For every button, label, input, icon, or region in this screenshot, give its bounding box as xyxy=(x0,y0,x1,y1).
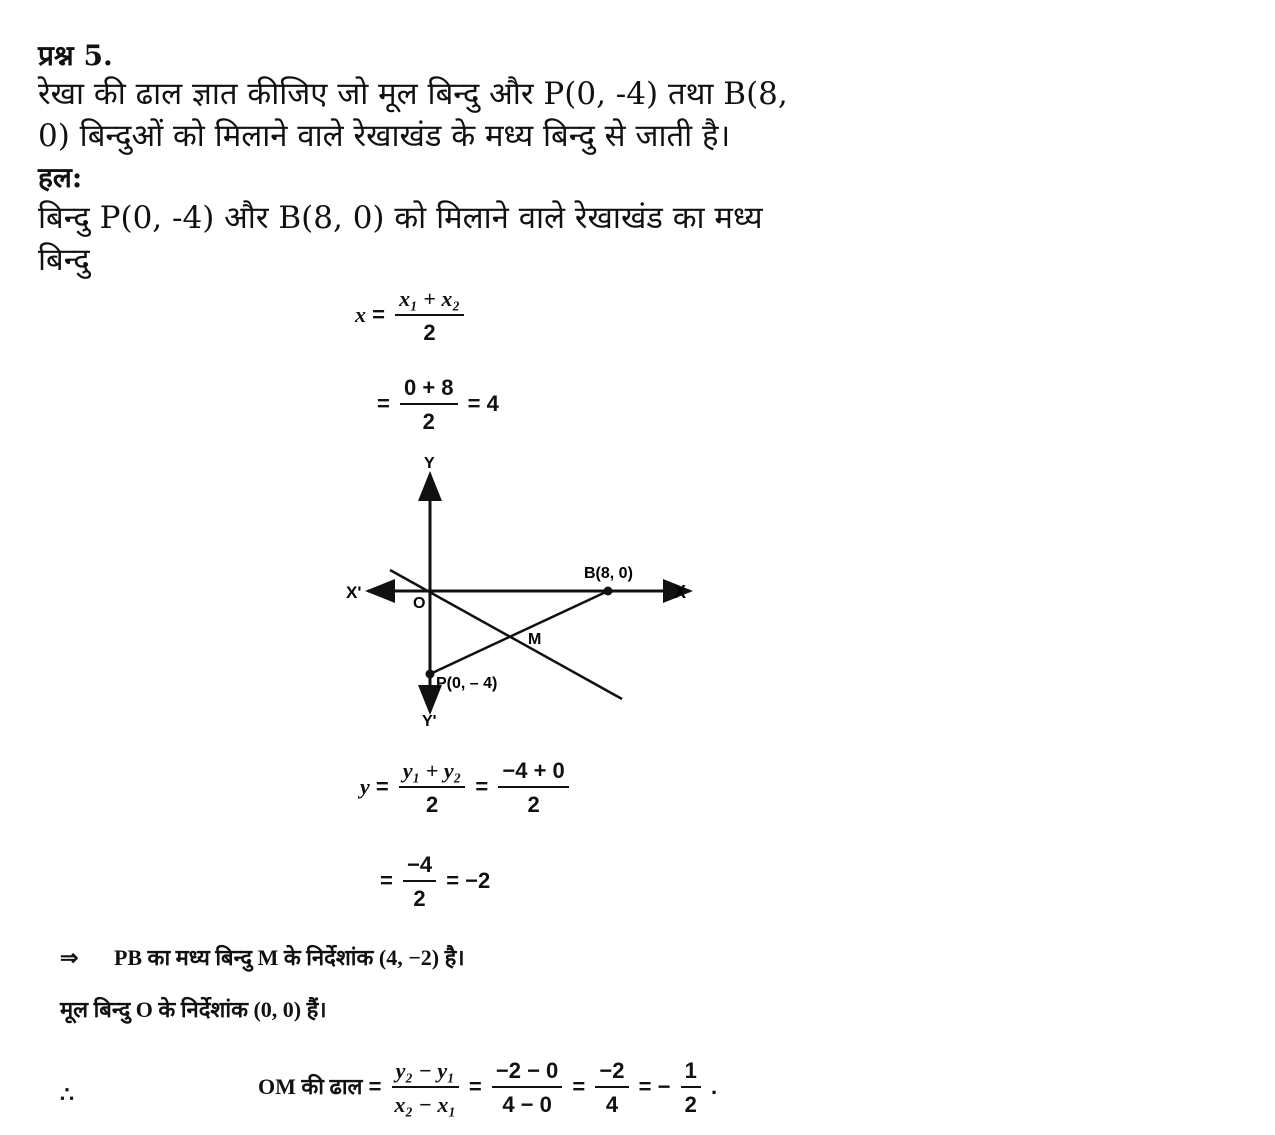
x-value-fraction xyxy=(400,375,458,435)
label-x: X xyxy=(674,582,687,602)
fraction-denominator: 4 xyxy=(605,1092,619,1117)
equals-sign: = xyxy=(475,773,489,799)
solution-intro-line-2: बिन्दु xyxy=(38,242,90,278)
segment-pb xyxy=(430,591,608,674)
fraction-numerator: −2 − 0 xyxy=(492,1058,562,1088)
x-variable: x xyxy=(355,301,366,327)
slope-formula xyxy=(258,1058,717,1118)
label-y: Y xyxy=(424,455,435,472)
fraction-numerator: 1 xyxy=(681,1058,701,1088)
question-line-2: 0) बिन्दुओं को मिलाने वाले रेखाखंड के मध्य बिन्दु से जाती है। xyxy=(38,118,731,154)
label-p: P(0, – 4) xyxy=(436,675,498,692)
equals-sign: = xyxy=(368,1073,382,1099)
fraction-denominator: 2 xyxy=(423,320,436,345)
slope-simplified-fraction xyxy=(595,1058,628,1118)
fraction-numerator: y₁ + y₂ xyxy=(399,758,465,788)
label-b: B(8, 0) xyxy=(584,565,633,582)
equals-sign: = xyxy=(375,773,389,799)
y-value-fraction xyxy=(403,852,436,912)
fraction-denominator: 2 xyxy=(425,792,439,817)
label-m: M xyxy=(528,631,542,648)
fraction-denominator: 2 xyxy=(413,886,426,911)
fraction-numerator: y₂ − y₁ xyxy=(392,1058,459,1088)
fraction-denominator: 2 xyxy=(422,409,435,434)
implies-arrow-icon: ⇒ xyxy=(60,945,79,970)
point-p xyxy=(426,670,435,679)
fraction-numerator: 0 + 8 xyxy=(400,375,458,405)
fraction-denominator: x₂ − x₁ xyxy=(394,1092,457,1117)
solution-intro-line-1: बिन्दु P(0, -4) और B(8, 0) को मिलाने वाले रेखाखंड का मध्य xyxy=(38,200,763,236)
fraction-numerator: −4 + 0 xyxy=(498,758,568,788)
slope-end-period: . xyxy=(710,1073,718,1099)
coordinate-diagram xyxy=(340,450,720,740)
origin-statement: मूल बिन्दु O के निर्देशांक (0, 0) हैं। xyxy=(60,997,327,1022)
label-y-prime: Y' xyxy=(422,713,437,730)
slope-result-fraction xyxy=(681,1058,701,1118)
y-result: = −2 xyxy=(446,867,491,893)
equals-sign: = xyxy=(380,867,393,893)
slope-result-prefix: = − xyxy=(638,1073,671,1099)
fraction-numerator: x₁ + x₂ xyxy=(395,286,464,316)
slope-label: OM की ढाल xyxy=(258,1073,363,1099)
x-formula xyxy=(355,286,468,346)
question-heading: प्रश्न 5. xyxy=(38,39,113,72)
y-value xyxy=(380,852,490,912)
y-substitution-fraction xyxy=(498,758,568,818)
x-midpoint-fraction xyxy=(395,286,464,346)
fraction-numerator: −4 xyxy=(403,852,436,882)
fraction-denominator: 4 − 0 xyxy=(502,1092,552,1117)
line-om xyxy=(390,570,622,699)
midpoint-statement-row xyxy=(60,942,465,972)
solution-label: हल: xyxy=(38,161,83,194)
slope-general-fraction xyxy=(392,1058,459,1118)
equals-sign: = xyxy=(468,1073,482,1099)
equals-sign: = xyxy=(572,1073,586,1099)
label-x-prime: X' xyxy=(346,583,362,602)
fraction-denominator: 2 xyxy=(527,792,540,817)
question-line-1: रेखा की ढाल ज्ञात कीजिए जो मूल बिन्दु और P(0, -4) तथा B(8, xyxy=(38,76,788,112)
y-variable: y xyxy=(360,773,370,799)
slope-substitution-fraction xyxy=(492,1058,562,1118)
x-substitution xyxy=(377,375,499,435)
y-midpoint-fraction xyxy=(399,758,465,818)
y-formula xyxy=(360,758,573,818)
therefore-icon: ∴ xyxy=(60,1082,74,1107)
midpoint-statement: PB का मध्य बिन्दु M के निर्देशांक (4, −2) है। xyxy=(113,945,465,970)
equals-sign: = xyxy=(377,390,390,416)
point-b xyxy=(604,587,613,596)
label-origin: O xyxy=(413,595,426,612)
x-result: = 4 xyxy=(467,390,499,416)
fraction-denominator: 2 xyxy=(684,1092,697,1117)
fraction-numerator: −2 xyxy=(595,1058,628,1088)
equals-sign: = xyxy=(372,301,385,327)
